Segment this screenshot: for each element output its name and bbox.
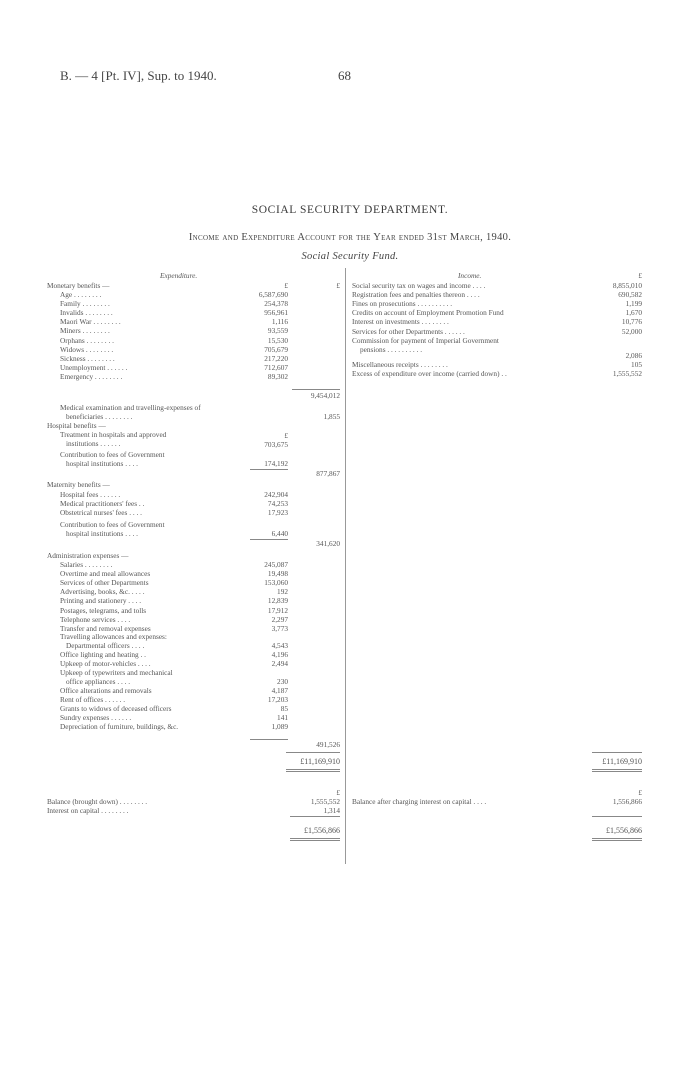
admin-item-label: Overtime and meal allowances	[60, 569, 151, 579]
income-heading: Income.	[458, 271, 482, 280]
admin-item-value: 17,912	[267, 605, 288, 615]
monetary-item-label: Maori War . . . . . . . .	[60, 317, 121, 327]
income-item-label: Miscellaneous receipts . . . . . . . .	[352, 360, 448, 369]
maternity-item-label: Medical practitioners' fees . .	[60, 499, 145, 509]
admin-item-label: Services of other Departments	[60, 578, 149, 588]
maternity-contribution-cont: hospital institutions . . . .	[66, 529, 138, 538]
balance-right-label: Balance after charging interest on capital . . . .	[352, 797, 487, 806]
pound-sign: £	[638, 271, 642, 280]
monetary-item-label: Unemployment . . . . . .	[60, 362, 128, 372]
admin-travel: Travelling allowances and expenses:	[60, 632, 167, 641]
medical-value: 1,855	[323, 412, 340, 421]
admin-item-value: 3,773	[271, 623, 288, 633]
admin-item-value: 141	[277, 713, 288, 723]
income-item-label: Registration fees and penalties thereon . . . .	[352, 290, 480, 300]
hospital-contribution-value: 174,192	[264, 459, 288, 468]
rule	[592, 771, 642, 772]
pound-sign: £	[638, 788, 642, 797]
monetary-item-value: 217,220	[264, 353, 288, 363]
rule	[592, 838, 642, 839]
hospital-treatment: Treatment in hospitals and approved	[60, 430, 167, 439]
hospital-label: Hospital benefits —	[47, 421, 106, 430]
income-commission-cont: pensions . . . . . . . . . .	[360, 345, 423, 354]
admin-item-value: 4,196	[271, 650, 288, 659]
pound-sign: £	[336, 788, 340, 797]
balance-right-value: 1,556,866	[612, 797, 642, 806]
maternity-item-value: 74,253	[267, 499, 288, 509]
pound-sign: £	[336, 281, 340, 290]
rule	[592, 769, 642, 770]
income-item-value: 10,776	[621, 317, 642, 327]
hospital-contribution: Contribution to fees of Government	[60, 450, 165, 459]
monetary-item-label: Sickness . . . . . . . .	[60, 353, 115, 363]
column-divider	[345, 268, 346, 864]
rule	[592, 840, 642, 841]
page-reference: B. — 4 [Pt. IV], Sup. to 1940.	[60, 68, 217, 83]
admin-item-label: Telephone services . . . .	[60, 614, 131, 624]
admin-label: Administration expenses —	[47, 551, 129, 560]
admin-item-value: 2,494	[271, 659, 288, 669]
account-subtitle: Income and Expenditure Account for the Year ended 31st March, 1940.	[188, 232, 512, 243]
pound-sign: £	[284, 281, 288, 290]
page-number: 68	[338, 68, 351, 83]
monetary-item-value: 1,116	[271, 317, 288, 327]
admin-item-value: 2,297	[271, 614, 288, 624]
monetary-item-label: Age . . . . . . . .	[60, 290, 102, 299]
rule	[592, 816, 642, 817]
monetary-item-label: Widows . . . . . . . .	[60, 344, 114, 354]
income-item-label: Social security tax on wages and income . . . .	[352, 281, 486, 290]
balance-left-item-label: Interest on capital . . . . . . . .	[47, 806, 129, 816]
maternity-item-label: Hospital fees . . . . . .	[60, 490, 121, 499]
admin-typewriters-value: 230	[277, 677, 288, 686]
medical-label-cont: beneficiaries . . . . . . . .	[66, 412, 133, 421]
admin-item-value: 192	[277, 587, 288, 597]
maternity-item-value: 17,923	[267, 508, 288, 518]
admin-item-label: Upkeep of motor-vehicles . . . .	[60, 659, 151, 669]
rule	[592, 752, 642, 753]
admin-item-label: Postages, telegrams, and tolls	[60, 605, 147, 615]
balance-left-item-value: 1,555,552	[310, 797, 340, 806]
hospital-treatment-cont: institutions . . . . . .	[66, 439, 121, 448]
income-item-label: Fines on prosecutions . . . . . . . . . .	[352, 299, 453, 309]
admin-item-value: 1,089	[271, 722, 288, 732]
monetary-item-label: Family . . . . . . . .	[60, 299, 110, 309]
admin-item-label: Sundry expenses . . . . . .	[60, 713, 132, 723]
income-commission-value: 2,086	[625, 351, 642, 360]
income-item-label: Credits on account of Employment Promotion Fund	[352, 308, 504, 318]
expenditure-grand-total: £11,169,910	[300, 757, 340, 766]
page-title: SOCIAL SECURITY DEPARTMENT.	[251, 204, 449, 216]
admin-item-value: 153,060	[264, 578, 288, 588]
admin-item-label: Advertising, books, &c. . . . .	[60, 587, 145, 597]
admin-travel-value: 4,543	[271, 641, 288, 650]
monetary-item-label: Orphans . . . . . . . .	[60, 335, 114, 345]
hospital-contribution-cont: hospital institutions . . . .	[66, 459, 138, 468]
admin-item-value: 12,839	[267, 596, 288, 606]
rule	[290, 840, 340, 841]
balance-right-total: £1,556,866	[606, 826, 642, 835]
hospital-treatment-value: 703,675	[264, 440, 288, 449]
monetary-item-label: Miners . . . . . . . .	[60, 326, 110, 336]
monetary-item-value: 6,587,690	[258, 290, 288, 299]
medical-label: Medical examination and travelling-expenses of	[60, 403, 201, 412]
income-item-value: 1,555,552	[612, 369, 642, 379]
rule	[286, 771, 340, 772]
maternity-contribution: Contribution to fees of Government	[60, 520, 165, 529]
income-item-value: 8,855,010	[612, 281, 642, 290]
monetary-benefits-label: Monetary benefits —	[47, 281, 110, 290]
admin-item-label: Depreciation of furniture, buildings, &c.	[60, 722, 179, 732]
hospital-total: 877,867	[316, 469, 340, 478]
admin-item-label: Rent of offices . . . . . .	[60, 695, 126, 705]
admin-item-value: 245,087	[264, 560, 288, 569]
income-item-value: 1,670	[625, 308, 642, 318]
monetary-item-value: 93,559	[267, 326, 288, 336]
maternity-contribution-value: 6,440	[271, 529, 288, 538]
admin-item-label: Office lighting and heating . .	[60, 650, 146, 659]
admin-item-label: Grants to widows of deceased officers	[60, 704, 172, 714]
rule	[286, 752, 340, 753]
monetary-item-value: 705,679	[264, 344, 288, 354]
income-commission: Commission for payment of Imperial Government	[352, 336, 499, 345]
income-item-value: 105	[631, 360, 642, 369]
balance-left-item-label: Balance (brought down) . . . . . . . .	[47, 797, 148, 806]
admin-typewriters-cont: office appliances . . . .	[66, 677, 131, 686]
maternity-total: 341,620	[316, 539, 340, 548]
admin-typewriters: Upkeep of typewriters and mechanical	[60, 668, 173, 677]
admin-travel-cont: Departmental officers . . . .	[66, 641, 145, 650]
monetary-item-value: 254,378	[264, 299, 288, 309]
rule	[250, 539, 288, 540]
admin-item-label: Salaries . . . . . . . .	[60, 560, 113, 569]
admin-item-value: 17,203	[267, 695, 288, 705]
admin-item-label: Printing and stationery . . . .	[60, 596, 142, 606]
monetary-item-value: 89,302	[267, 371, 288, 381]
maternity-item-value: 242,904	[264, 490, 288, 499]
rule	[250, 469, 288, 470]
income-item-value: 690,582	[618, 290, 642, 300]
rule	[250, 739, 288, 740]
balance-left-item-value: 1,314	[323, 806, 340, 816]
rule	[286, 769, 340, 770]
admin-item-value: 85	[280, 704, 288, 714]
income-item-label: Excess of expenditure over income (carried down) . .	[352, 369, 507, 379]
admin-total: 491,526	[316, 740, 340, 749]
income-item-value: 1,199	[625, 299, 642, 309]
income-item-label: Services for other Departments . . . . . .	[352, 326, 465, 336]
monetary-item-value: 15,530	[267, 335, 288, 345]
rule	[290, 816, 340, 817]
admin-item-value: 19,498	[267, 569, 288, 579]
monetary-item-label: Emergency . . . . . . . .	[60, 371, 123, 381]
maternity-item-label: Obstetrical nurses' fees . . . .	[60, 508, 142, 518]
fund-name: Social Security Fund.	[301, 251, 399, 262]
admin-item-label: Transfer and removal expenses	[60, 623, 151, 633]
expenditure-heading: Expenditure.	[160, 271, 198, 280]
income-item-value: 52,000	[621, 326, 642, 336]
rule	[292, 389, 340, 390]
monetary-item-value: 956,961	[264, 308, 288, 318]
rule	[290, 838, 340, 839]
balance-left-total: £1,556,866	[304, 826, 340, 835]
pound-sign: £	[284, 431, 288, 440]
income-item-label: Interest on investments . . . . . . . .	[352, 317, 449, 327]
income-grand-total: £11,169,910	[602, 757, 642, 766]
admin-item-label: Office alterations and removals	[60, 686, 152, 695]
maternity-label: Maternity benefits —	[47, 480, 110, 489]
monetary-item-value: 712,607	[264, 362, 288, 372]
admin-item-value: 4,187	[271, 686, 288, 695]
monetary-total: 9,454,012	[310, 391, 340, 400]
monetary-item-label: Invalids . . . . . . . .	[60, 308, 113, 318]
